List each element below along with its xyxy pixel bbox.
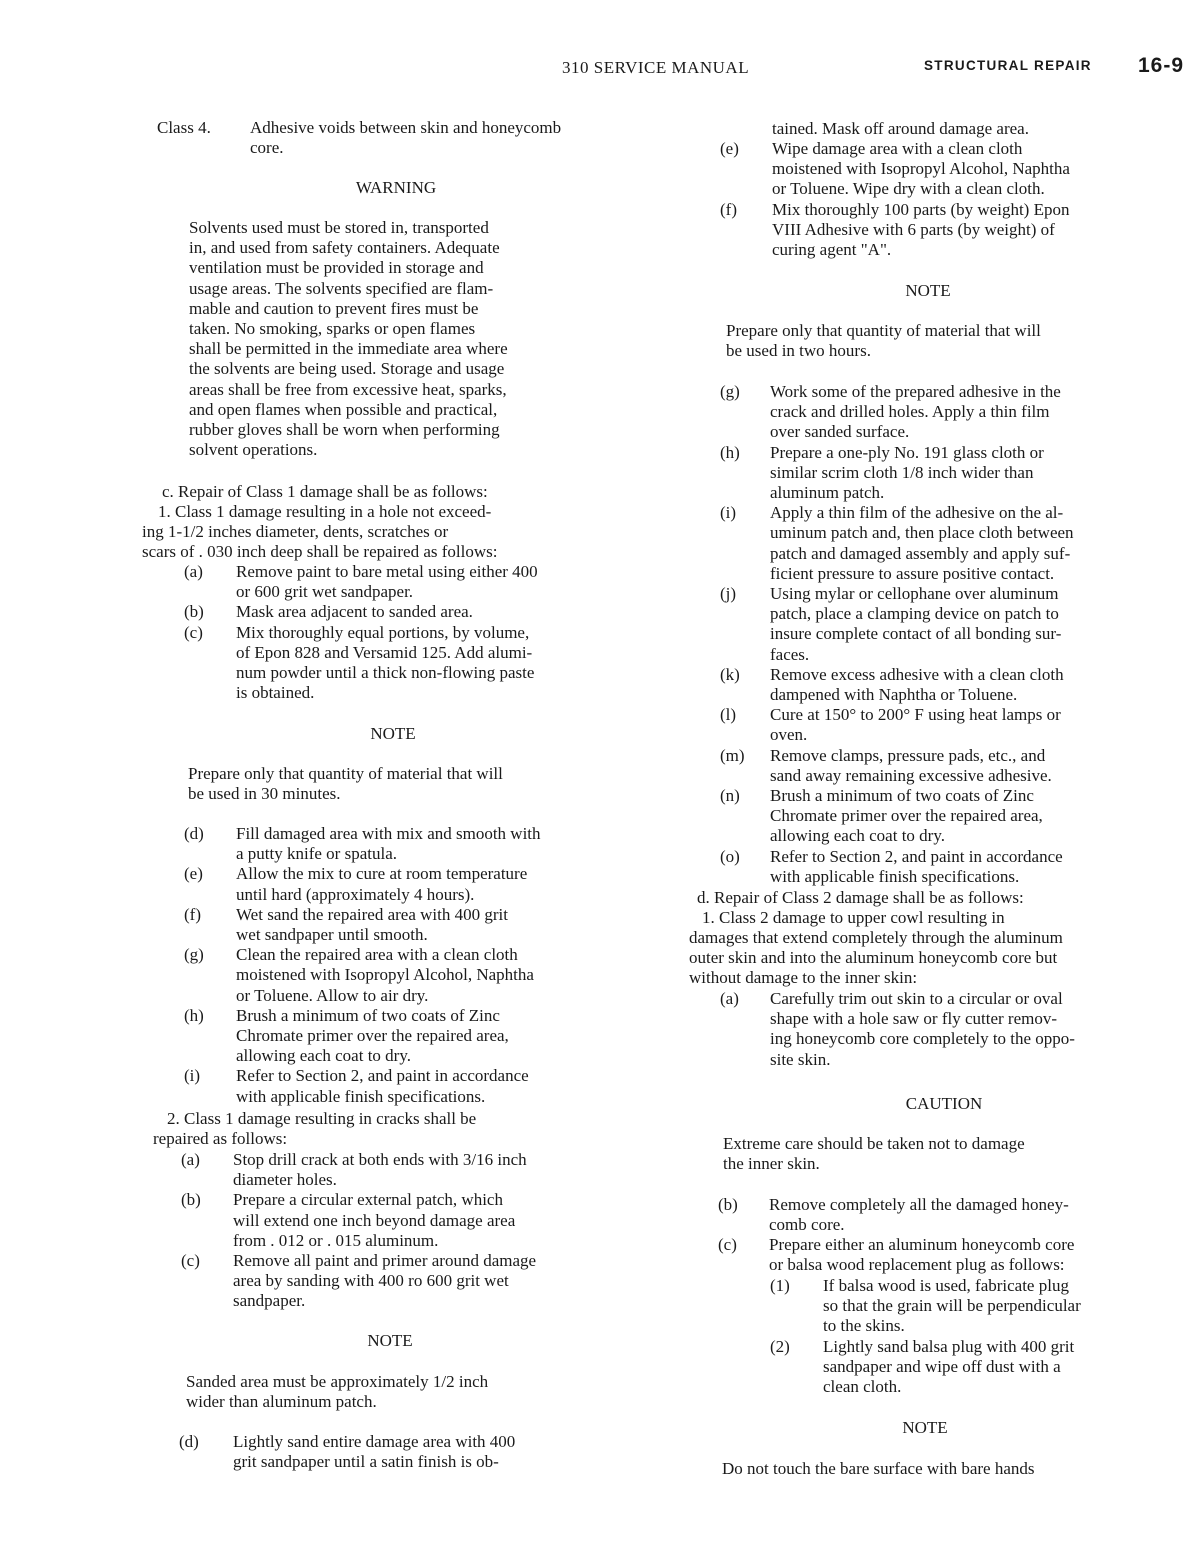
d1-substep-text: If balsa wood is used, fabricate plug	[823, 1276, 1069, 1295]
d1-substep-text: clean cloth.	[823, 1377, 902, 1396]
step-text: similar scrim cloth 1/8 inch wider than	[770, 462, 1034, 482]
note3-text: be used in two hours.	[726, 341, 871, 361]
c1-step-label: (g)	[184, 945, 204, 965]
c1-step-text: moistened with Isopropyl Alcohol, Naphtha	[236, 965, 534, 985]
c1-step-text: of Epon 828 and Versamid 125. Add alumi-	[236, 642, 533, 662]
step-text: insure complete contact of all bonding sur-	[770, 624, 1062, 644]
d1-step-text: comb core.	[769, 1215, 845, 1235]
note3-title: NOTE	[905, 281, 951, 300]
d1-substep-label: (2)	[770, 1336, 790, 1356]
warning-text: ventilation must be provided in storage and	[189, 258, 484, 278]
step-text: patch, place a clamping device on patch to	[770, 604, 1059, 624]
c2-step-text: Lightly sand entire damage area with 400	[233, 1432, 516, 1451]
step-text: Refer to Section 2, and paint in accordance	[770, 846, 1063, 866]
warning-text: usage areas. The solvents specified are flam-	[189, 278, 494, 298]
page-number: 16-9	[1138, 54, 1185, 77]
c1-text: scars of . 030 inch deep shall be repaired as follows:	[142, 542, 498, 561]
c1-step-text: a putty knife or spatula.	[236, 844, 397, 864]
d1-text: 1. Class 2 damage to upper cowl resulting in	[702, 908, 1005, 927]
step-text: moistened with Isopropyl Alcohol, Naphtha	[772, 159, 1070, 179]
section-d-intro: d. Repair of Class 2 damage shall be as follows:	[697, 888, 1024, 907]
c1-step-label: (e)	[184, 864, 203, 884]
c1-step-text: Mask area adjacent to sanded area.	[236, 602, 473, 622]
d1-step-label: (a)	[720, 989, 739, 1008]
step-text: Prepare a one-ply No. 191 glass cloth or	[770, 442, 1044, 462]
d1-step-text: Prepare either an aluminum honeycomb core	[769, 1235, 1075, 1254]
c1-step-label: (f)	[184, 904, 201, 924]
step-text: sand away remaining excessive adhesive.	[770, 765, 1052, 785]
step-text: oven.	[770, 725, 808, 745]
d1-substep-text: to the skins.	[823, 1316, 905, 1336]
c2-step-text: Remove all paint and primer around damage	[233, 1251, 537, 1270]
c2-step-text: diameter holes.	[233, 1170, 337, 1190]
step-text: ficient pressure to assure positive contact.	[770, 563, 1055, 583]
c2-step-text: area by sanding with 400 ro 600 grit wet	[233, 1271, 509, 1291]
step-text: Brush a minimum of two coats of Zinc	[770, 786, 1034, 805]
step-label: (k)	[720, 664, 740, 684]
c1-step-text: with applicable finish specifications.	[236, 1086, 486, 1106]
note4-title: NOTE	[902, 1418, 948, 1437]
manual-title: 310 SERVICE MANUAL	[562, 58, 750, 77]
d1-substep-label: (1)	[770, 1276, 790, 1295]
step-text: Remove clamps, pressure pads, etc., and	[770, 745, 1046, 765]
step-label: (i)	[720, 503, 737, 523]
step-text: Wipe damage area with a clean cloth	[772, 139, 1023, 158]
d1-substep-text: so that the grain will be perpendicular	[823, 1296, 1081, 1316]
c2-step-text: Prepare a circular external patch, which	[233, 1190, 503, 1210]
step-label: (f)	[720, 199, 737, 219]
warning-text: in, and used from safety containers. Adequate	[189, 238, 500, 258]
d1-step-label: (c)	[718, 1235, 737, 1254]
d1-text: without damage to the inner skin:	[689, 968, 918, 987]
step-text: Using mylar or cellophane over aluminum	[770, 584, 1059, 603]
c1-step-text: Clean the repaired area with a clean cloth	[236, 945, 518, 965]
c1-step-text: Fill damaged area with mix and smooth with	[236, 824, 541, 843]
step-label: (e)	[720, 139, 739, 158]
d1-step-text: site skin.	[770, 1049, 831, 1069]
caution-title: CAUTION	[905, 1094, 983, 1113]
c1-step-text: wet sandpaper until smooth.	[236, 925, 428, 944]
c1-step-text: Allow the mix to cure at room temperature	[236, 864, 528, 884]
c1-step-text: or Toluene. Allow to air dry.	[236, 985, 429, 1005]
c1-step-text: num powder until a thick non-flowing paste	[236, 663, 535, 682]
d1-substep-text: Lightly sand balsa plug with 400 grit	[823, 1336, 1075, 1356]
right-column	[650, 0, 1190, 1549]
warning-text: and open flames when possible and practical,	[189, 399, 498, 419]
note3-text: Prepare only that quantity of material that will	[726, 321, 1041, 340]
c2-step-label: (b)	[181, 1190, 201, 1210]
d1-text: outer skin and into the aluminum honeycomb core but	[689, 948, 1058, 967]
c2-step-text: Stop drill crack at both ends with 3/16 inch	[233, 1150, 527, 1169]
step-text: aluminum patch.	[770, 483, 885, 502]
section-title: STRUCTURAL REPAIR	[924, 58, 1092, 73]
step-text: crack and drilled holes. Apply a thin film	[770, 402, 1050, 422]
d1-step-text: ing honeycomb core completely to the oppo-	[770, 1029, 1075, 1049]
step-text: Apply a thin film of the adhesive on the al-	[770, 503, 1064, 523]
c1-step-text: Refer to Section 2, and paint in accordance	[236, 1066, 529, 1086]
step-text: uminum patch and, then place cloth between	[770, 523, 1074, 543]
c2-step-label: (c)	[181, 1251, 200, 1270]
warning-text: rubber gloves shall be worn when performing	[189, 420, 500, 439]
class4-text: core.	[250, 138, 284, 157]
c1-step-text: Brush a minimum of two coats of Zinc	[236, 1005, 500, 1025]
c2-step-text: from . 012 or . 015 aluminum.	[233, 1230, 439, 1250]
step-label: (l)	[720, 705, 737, 725]
step-text: faces.	[770, 644, 810, 664]
step-text: patch and damaged assembly and apply suf-	[770, 543, 1071, 563]
step-label: (n)	[720, 786, 740, 805]
step-text: Remove excess adhesive with a clean cloth	[770, 664, 1064, 684]
step-label: (m)	[720, 745, 745, 765]
c1-text: ing 1-1/2 inches diameter, dents, scratches or	[142, 522, 449, 541]
step-label: (j)	[720, 584, 737, 603]
step-text: Chromate primer over the repaired area,	[770, 806, 1043, 826]
c1-step-text: or 600 grit wet sandpaper.	[236, 582, 414, 602]
warning-text: taken. No smoking, sparks or open flames	[189, 319, 476, 338]
c1-step-label: (a)	[184, 562, 203, 581]
step-text: over sanded surface.	[770, 422, 910, 442]
step-text: Work some of the prepared adhesive in the	[770, 382, 1061, 401]
step-text: Cure at 150° to 200° F using heat lamps or	[770, 705, 1061, 725]
continued-text: tained. Mask off around damage area.	[772, 119, 1029, 138]
c1-step-label: (i)	[184, 1066, 201, 1086]
class4-label: Class 4.	[157, 118, 211, 137]
note2-text: wider than aluminum patch.	[186, 1392, 377, 1412]
step-text: Mix thoroughly 100 parts (by weight) Epon	[772, 199, 1070, 219]
warning-text: areas shall be free from excessive heat, sparks,	[189, 379, 507, 399]
c2-text: repaired as follows:	[153, 1129, 288, 1148]
note1-text: be used in 30 minutes.	[188, 784, 341, 804]
step-text: curing agent "A".	[772, 240, 892, 259]
c1-step-label: (c)	[184, 622, 203, 642]
note1-text: Prepare only that quantity of material that will	[188, 764, 503, 783]
note2-title: NOTE	[367, 1331, 413, 1350]
c2-step-label: (d)	[179, 1432, 199, 1451]
d1-text: damages that extend completely through the aluminum	[689, 928, 1063, 947]
warning-text: solvent operations.	[189, 440, 318, 460]
step-text: dampened with Naphtha or Toluene.	[770, 685, 1018, 704]
section-c-intro: c. Repair of Class 1 damage shall be as follows:	[162, 482, 488, 501]
d1-substep-text: sandpaper and wipe off dust with a	[823, 1356, 1061, 1376]
d1-step-text: shape with a hole saw or fly cutter remov-	[770, 1009, 1058, 1029]
step-text: allowing each coat to dry.	[770, 826, 945, 846]
c1-step-text: Chromate primer over the repaired area,	[236, 1026, 509, 1045]
d1-step-text: or balsa wood replacement plug as follows:	[769, 1255, 1065, 1275]
step-text: VIII Adhesive with 6 parts (by weight) of	[772, 219, 1055, 239]
d1-step-text: Remove completely all the damaged honey-	[769, 1195, 1069, 1214]
d1-step-text: Carefully trim out skin to a circular or oval	[770, 989, 1063, 1008]
c1-step-text: is obtained.	[236, 683, 315, 703]
c2-step-text: sandpaper.	[233, 1291, 306, 1311]
c1-step-label: (h)	[184, 1005, 204, 1025]
warning-text: mable and caution to prevent fires must be	[189, 298, 479, 318]
step-text: or Toluene. Wipe dry with a clean cloth.	[772, 179, 1045, 199]
c1-step-text: Mix thoroughly equal portions, by volume,	[236, 622, 530, 642]
class4-text: Adhesive voids between skin and honeycomb	[250, 118, 562, 137]
c2-step-text: will extend one inch beyond damage area	[233, 1210, 516, 1230]
d1-step-label: (b)	[718, 1195, 738, 1214]
c1-step-text: allowing each coat to dry.	[236, 1046, 411, 1066]
warning-text: shall be permitted in the immediate area where	[189, 339, 508, 359]
step-label: (h)	[720, 442, 740, 462]
warning-text: the solvents are being used. Storage and usage	[189, 359, 505, 379]
step-label: (g)	[720, 382, 740, 401]
step-text: with applicable finish specifications.	[770, 866, 1020, 886]
c1-step-label: (d)	[184, 824, 204, 843]
c2-step-text: grit sandpaper until a satin finish is ob-	[233, 1452, 499, 1472]
c1-step-label: (b)	[184, 602, 204, 622]
warning-title: WARNING	[355, 178, 437, 197]
c2-step-label: (a)	[181, 1150, 200, 1169]
caution-text: the inner skin.	[723, 1154, 820, 1174]
note2-text: Sanded area must be approximately 1/2 inch	[186, 1372, 489, 1391]
c1-step-text: until hard (approximately 4 hours).	[236, 884, 475, 904]
c1-step-text: Remove paint to bare metal using either 400	[236, 562, 538, 581]
caution-text: Extreme care should be taken not to damage	[723, 1134, 1025, 1153]
c1-text: 1. Class 1 damage resulting in a hole not exceed-	[158, 502, 492, 521]
note1-title: NOTE	[370, 724, 416, 743]
c1-step-text: Wet sand the repaired area with 400 grit	[236, 904, 508, 924]
warning-text: Solvents used must be stored in, transported	[189, 218, 489, 237]
note4-text: Do not touch the bare surface with bare hands	[722, 1459, 1035, 1478]
step-label: (o)	[720, 846, 740, 866]
c2-text: 2. Class 1 damage resulting in cracks shall be	[167, 1109, 477, 1128]
